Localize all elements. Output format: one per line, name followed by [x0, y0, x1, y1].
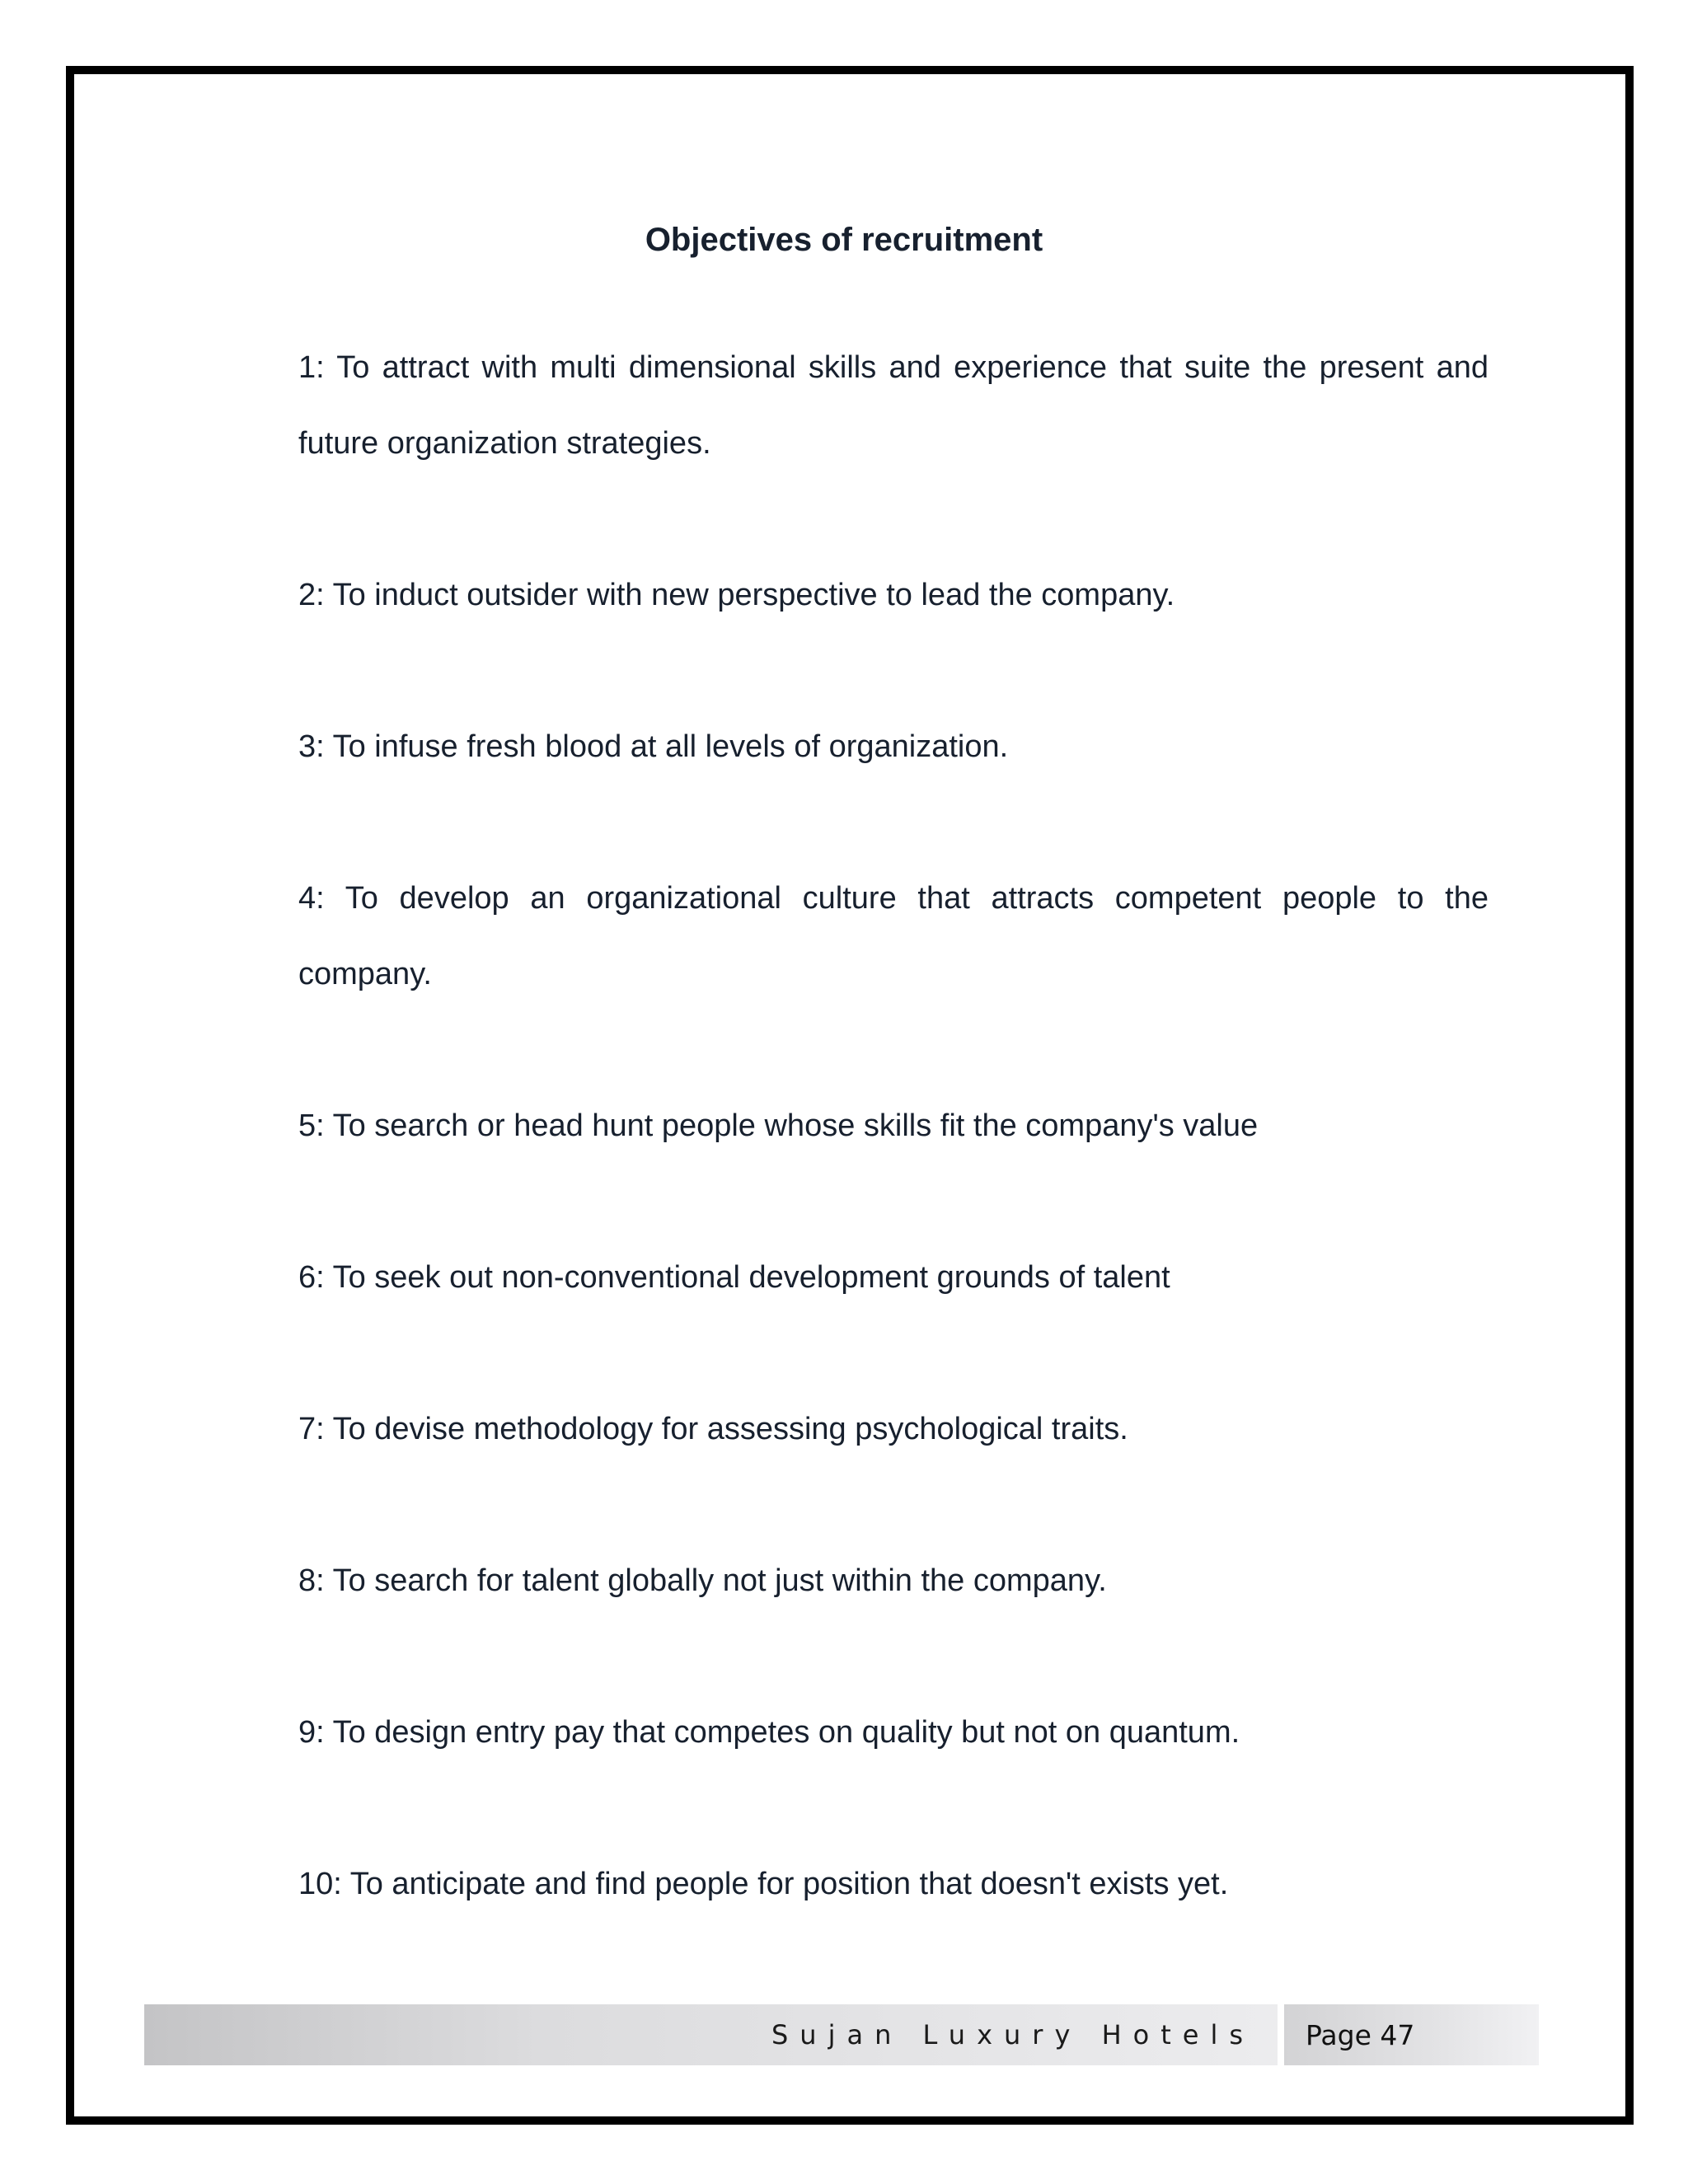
footer-company-band — [144, 2004, 1278, 2065]
objective-item-2: 2: To induct outsider with new perspective to lead the company. — [298, 578, 1175, 612]
page-number: Page 47 — [1306, 2018, 1415, 2051]
objective-item-8: 8: To search for talent globally not just within the company. — [298, 1563, 1107, 1598]
objective-item-5: 5: To search or head hunt people whose skills fit the company's value — [298, 1108, 1259, 1143]
objective-item-4: 4: To develop an organizational culture that attracts competent people to the company. — [298, 881, 1489, 991]
objectives-list — [298, 330, 1489, 1998]
footer-divider — [1278, 2004, 1284, 2065]
objective-item-1: 1: To attract with multi dimensional skills and experience that suite the present and future organization strategies. — [298, 350, 1489, 461]
page-title: Objectives of recruitment — [645, 221, 1043, 258]
page-footer — [144, 2004, 1539, 2065]
objective-item-3: 3: To infuse fresh blood at all levels of organization. — [298, 729, 1009, 764]
objective-item-9: 9: To design entry pay that competes on quality but not on quantum. — [298, 1715, 1240, 1750]
objective-item-6: 6: To seek out non-conventional development grounds of talent — [298, 1260, 1170, 1295]
footer-page-band — [1284, 2004, 1539, 2065]
objective-item-7: 7: To devise methodology for assessing psychological traits. — [298, 1412, 1128, 1446]
footer-company-name: Sujan Luxury Hotels — [771, 2019, 1254, 2050]
objective-item-10: 10: To anticipate and find people for position that doesn't exists yet. — [298, 1867, 1229, 1901]
